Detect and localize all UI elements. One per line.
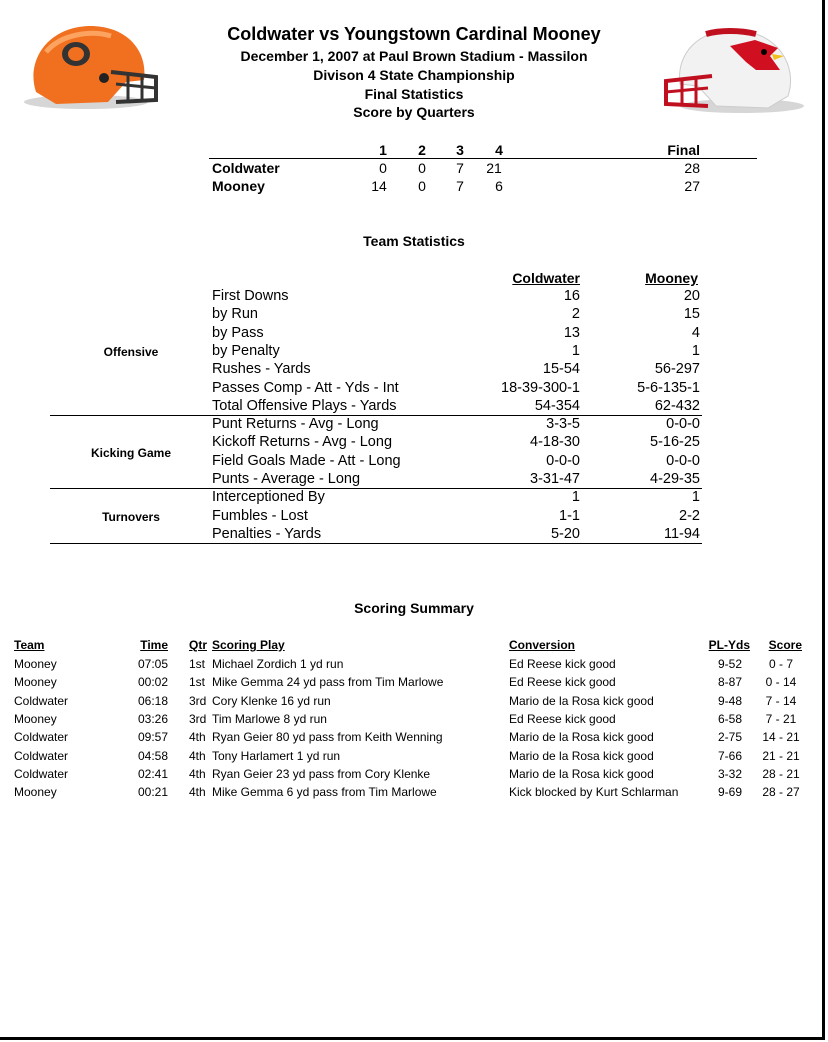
mooney-stat-value: 11-94: [663, 525, 700, 542]
coldwater-stat-value: 0-0-0: [546, 452, 580, 469]
header-rule: [209, 158, 757, 159]
stat-label: by Run: [212, 306, 258, 323]
score-team: Coldwater: [14, 693, 69, 708]
score-conversion: Mario de la Rosa kick good: [509, 730, 654, 745]
column-header-time: Time: [140, 638, 168, 652]
score-by-quarters-title: Score by Quarters: [353, 104, 475, 120]
stat-label: First Downs: [212, 288, 289, 304]
mooney-column-header: Mooney: [645, 270, 698, 286]
score-plays-yards: 8-87: [717, 675, 742, 690]
score-running: 0 - 14: [765, 675, 797, 690]
quarter-score: 14: [371, 178, 387, 194]
score-running: 28 - 21: [762, 766, 800, 781]
score-running: 7 - 14: [765, 693, 797, 708]
coldwater-stat-value: 18-39-300-1: [501, 379, 580, 396]
column-header-qtr: Qtr: [189, 638, 207, 652]
stat-label: Field Goals Made - Att - Long: [212, 452, 401, 469]
score-play: Mike Gemma 6 yd pass from Tim Marlowe: [212, 785, 437, 800]
coldwater-stat-value: 1: [571, 342, 580, 359]
score-conversion: Mario de la Rosa kick good: [509, 693, 654, 708]
score-plays-yards: 7-66: [717, 748, 742, 763]
column-header-pl-yds: PL-Yds: [708, 638, 750, 652]
mooney-stat-value: 20: [683, 288, 700, 304]
score-time: 03:26: [137, 711, 168, 726]
page-title: Coldwater vs Youngstown Cardinal Mooney: [227, 24, 601, 44]
final-header: Final: [667, 142, 700, 158]
stat-label: Fumbles - Lost: [212, 507, 308, 524]
quarter-score: 7: [456, 178, 464, 194]
score-time: 09:57: [137, 730, 168, 745]
mooney-stat-value: 5-6-135-1: [637, 379, 700, 396]
quarter-score: 0: [418, 160, 426, 176]
score-play: Cory Klenke 16 yd run: [212, 693, 331, 708]
score-conversion: Mario de la Rosa kick good: [509, 766, 654, 781]
score-team: Mooney: [14, 675, 57, 690]
score-play: Mike Gemma 24 yd pass from Tim Marlowe: [212, 675, 444, 690]
stat-label: Punt Returns - Avg - Long: [212, 416, 379, 433]
team-name: Mooney: [212, 178, 265, 194]
coldwater-column-header: Coldwater: [512, 270, 580, 286]
mooney-stat-value: 0-0-0: [666, 452, 700, 469]
score-plays-yards: 3-32: [717, 766, 742, 781]
coldwater-stat-value: 13: [563, 324, 580, 341]
score-time: 00:21: [137, 785, 168, 800]
score-team: Coldwater: [14, 730, 69, 745]
score-quarter: 3rd: [189, 693, 207, 708]
stat-category-label: Offensive: [103, 344, 159, 359]
stat-label: Passes Comp - Att - Yds - Int: [212, 379, 399, 396]
score-play: Michael Zordich 1 yd run: [212, 657, 344, 671]
score-plays-yards: 9-69: [717, 785, 742, 800]
coldwater-stat-value: 54-354: [534, 397, 580, 414]
stat-label: Kickoff Returns - Avg - Long: [212, 434, 393, 451]
coldwater-stat-value: 1-1: [559, 507, 580, 524]
score-quarter: 3rd: [189, 711, 207, 726]
coldwater-stat-value: 15-54: [542, 361, 580, 378]
team-name: Coldwater: [212, 160, 280, 176]
coldwater-stat-value: 1: [571, 489, 580, 506]
quarter-score: 0: [418, 178, 426, 194]
score-quarter: 4th: [189, 730, 206, 745]
score-time: 02:41: [137, 766, 168, 781]
score-running: 28 - 27: [762, 785, 800, 800]
score-play: Ryan Geier 23 yd pass from Cory Klenke: [212, 766, 431, 781]
mooney-stat-value: 1: [691, 489, 700, 506]
score-running: 0 - 7: [768, 657, 793, 671]
mooney-stat-value: 15: [683, 306, 700, 323]
score-time: 06:18: [137, 693, 168, 708]
group-divider: [50, 543, 702, 544]
mooney-stat-value: 2-2: [679, 507, 700, 524]
score-quarter: 1st: [189, 657, 206, 671]
column-header-score: Score: [768, 638, 802, 652]
mooney-stat-value: 1: [691, 342, 700, 359]
mooney-stat-value: 4: [691, 324, 700, 341]
quarter-header: 1: [379, 142, 387, 158]
team-statistics-title: Team Statistics: [363, 233, 465, 249]
quarter-header: 2: [418, 142, 426, 158]
score-plays-yards: 9-48: [717, 693, 742, 708]
score-play: Tim Marlowe 8 yd run: [212, 711, 327, 726]
stat-label: by Penalty: [212, 342, 280, 359]
score-quarter: 1st: [189, 675, 206, 690]
final-score: 27: [684, 178, 700, 194]
stat-label: Total Offensive Plays - Yards: [212, 397, 397, 414]
stat-category-label: Kicking Game: [90, 445, 172, 460]
score-running: 21 - 21: [762, 748, 800, 763]
coldwater-stat-value: 2: [571, 306, 580, 323]
score-conversion: Mario de la Rosa kick good: [509, 748, 654, 763]
quarter-score: 21: [486, 160, 502, 176]
column-header-conversion: Conversion: [509, 638, 576, 652]
score-running: 7 - 21: [765, 711, 797, 726]
mooney-stat-value: 5-16-25: [650, 434, 700, 451]
scoring-summary-title: Scoring Summary: [354, 600, 474, 616]
coldwater-stat-value: 5-20: [550, 525, 580, 542]
score-conversion: Ed Reese kick good: [509, 675, 616, 690]
stat-label: Rushes - Yards: [212, 361, 311, 378]
mooney-stat-value: 0-0-0: [666, 416, 700, 433]
score-team: Coldwater: [14, 766, 69, 781]
score-team: Mooney: [14, 711, 57, 726]
score-quarter: 4th: [189, 748, 206, 763]
coldwater-stat-value: 4-18-30: [530, 434, 580, 451]
coldwater-stat-value: 3-31-47: [530, 471, 580, 487]
score-conversion: Ed Reese kick good: [509, 657, 616, 671]
final-score: 28: [684, 160, 700, 176]
stat-label: by Pass: [212, 324, 264, 341]
score-running: 14 - 21: [762, 730, 800, 745]
quarter-header: 4: [495, 142, 503, 158]
column-header-scoring-play: Scoring Play: [212, 638, 285, 652]
mooney-stat-value: 4-29-35: [650, 471, 700, 487]
score-plays-yards: 9-52: [717, 657, 742, 671]
score-team: Coldwater: [14, 748, 69, 763]
coldwater-stat-value: 16: [563, 288, 580, 304]
quarter-header: 3: [456, 142, 464, 158]
championship-label: Divison 4 State Championship: [313, 67, 515, 83]
score-plays-yards: 6-58: [717, 711, 742, 726]
quarter-score: 7: [456, 160, 464, 176]
coldwater-stat-value: 3-3-5: [546, 416, 580, 433]
stat-category-label: Turnovers: [102, 509, 160, 524]
score-quarter: 4th: [189, 785, 206, 800]
stat-label: Punts - Average - Long: [212, 471, 361, 487]
score-team: Mooney: [14, 657, 57, 671]
score-play: Tony Harlamert 1 yd run: [212, 748, 341, 763]
score-plays-yards: 2-75: [717, 730, 742, 745]
stat-label: Penalties - Yards: [212, 525, 322, 542]
score-team: Mooney: [14, 785, 57, 800]
quarter-score: 0: [379, 160, 387, 176]
report-subtitle: Final Statistics: [364, 86, 464, 102]
game-date-venue: December 1, 2007 at Paul Brown Stadium - Massilon: [240, 48, 588, 64]
score-conversion: Kick blocked by Kurt Schlarman: [509, 785, 679, 800]
score-time: 07:05: [137, 657, 168, 671]
score-conversion: Ed Reese kick good: [509, 711, 616, 726]
score-quarter: 4th: [189, 766, 206, 781]
mooney-stat-value: 62-432: [654, 397, 700, 414]
quarter-score: 6: [495, 178, 503, 194]
score-time: 04:58: [137, 748, 168, 763]
stat-label: Interceptioned By: [212, 489, 325, 506]
column-header-team: Team: [14, 638, 45, 652]
mooney-stat-value: 56-297: [654, 361, 700, 378]
score-play: Ryan Geier 80 yd pass from Keith Wenning: [212, 730, 443, 745]
score-time: 00:02: [137, 675, 168, 690]
